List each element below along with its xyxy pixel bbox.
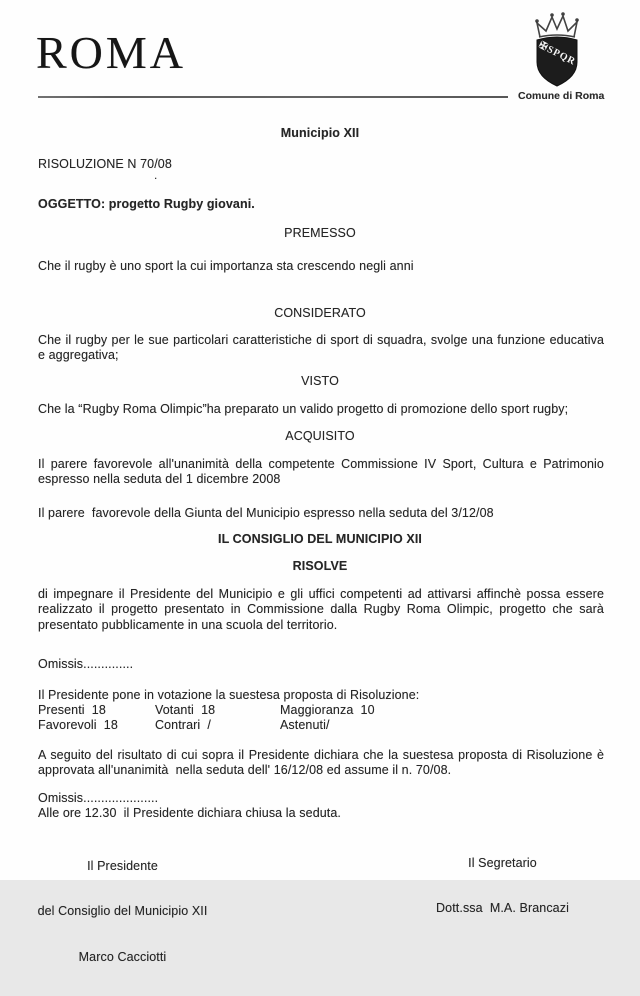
paragraph-considerato: Che il rugby per le sue particolari caratteristiche di sport di squadra, svolge una funzione educativa e aggregativa; (38, 333, 608, 363)
paragraph-outcome: A seguito del risultato di cui sopra il Presidente dichiara che la suestesa proposta di Risoluzione è approvata all'unanimità nella seduta dell' 16/12/08 ed assume il n. 70/08. (38, 748, 608, 778)
resolution-number: RISOLUZIONE N 70/08 (38, 157, 172, 171)
vote-astenuti: Astenuti/ (280, 718, 330, 732)
vote-favorevoli: Favorevoli 18 (38, 718, 118, 732)
vote-presenti: Presenti 18 (38, 703, 106, 717)
secretary-name: Dott.ssa M.A. Brancazi (436, 901, 569, 916)
municipio-subtitle: Municipio XII (280, 126, 360, 140)
omissis-line-1: Omissis.............. (38, 657, 134, 671)
vote-votanti: Votanti 18 (155, 703, 216, 717)
vote-intro: Il Presidente pone in votazione la suestesa proposta di Risoluzione: (38, 688, 420, 702)
paragraph-premesso: Che il rugby è uno sport la cui importanza sta crescendo negli anni (38, 259, 414, 273)
omissis-line-2: Omissis..................... (38, 791, 159, 805)
vote-contrari: Contrari / (155, 718, 211, 732)
section-heading-visto: VISTO (301, 374, 339, 388)
signature-block-secretary (400, 825, 605, 947)
risolve-heading: RISOLVE (292, 559, 348, 573)
council-heading: IL CONSIGLIO DEL MUNICIPIO XII (218, 532, 422, 546)
section-heading-considerato: CONSIDERATO (274, 306, 366, 320)
paragraph-visto: Che la “Rugby Roma Olimpic”ha preparato un valido progetto di promozione dello sport rugby; (38, 402, 569, 416)
president-name: Marco Cacciotti (78, 950, 167, 965)
vote-maggioranza: Maggioranza 10 (280, 703, 375, 717)
section-heading-premesso: PREMESSO (284, 226, 356, 240)
stray-dot-mark: . (154, 168, 158, 182)
subject-line: OGGETTO: progetto Rugby giovani. (38, 197, 255, 211)
paragraph-acquisito-1: Il parere favorevole all'unanimità della competente Commissione IV Sport, Cultura e Patrimonio espresso nella seduta del 1 dicembre 2008 (38, 457, 608, 487)
roma-wordmark: ROMA (36, 27, 187, 78)
spqr-shield-icon (526, 10, 588, 92)
closing-line: Alle ore 12.30 il Presidente dichiara chiusa la seduta. (38, 806, 341, 820)
vote-row-2 (38, 718, 604, 733)
comune-di-roma-caption: Comune di Roma (518, 90, 605, 102)
signature-block-president (30, 828, 215, 996)
section-heading-acquisito: ACQUISITO (285, 429, 355, 443)
header-rule (38, 96, 508, 98)
president-subtitle: del Consiglio del Municipio XII (37, 904, 208, 919)
paragraph-acquisito-2: Il parere favorevole della Giunta del Municipio espresso nella seduta del 3/12/08 (38, 506, 494, 520)
secretary-title: Il Segretario (468, 855, 537, 870)
svg-text:✠SPQR: ✠SPQR (536, 39, 578, 68)
president-title: Il Presidente (87, 858, 158, 873)
paragraph-risolve: di impegnare il Presidente del Municipio e gli uffici competenti ad attivarsi affinchè possa essere realizzato il progetto presentato in Commissione dalla Rugby Roma Olimpic, progetto che sarà presentato pubblicamente in una scuola del territorio. (38, 587, 608, 632)
vote-row-1 (38, 703, 604, 718)
